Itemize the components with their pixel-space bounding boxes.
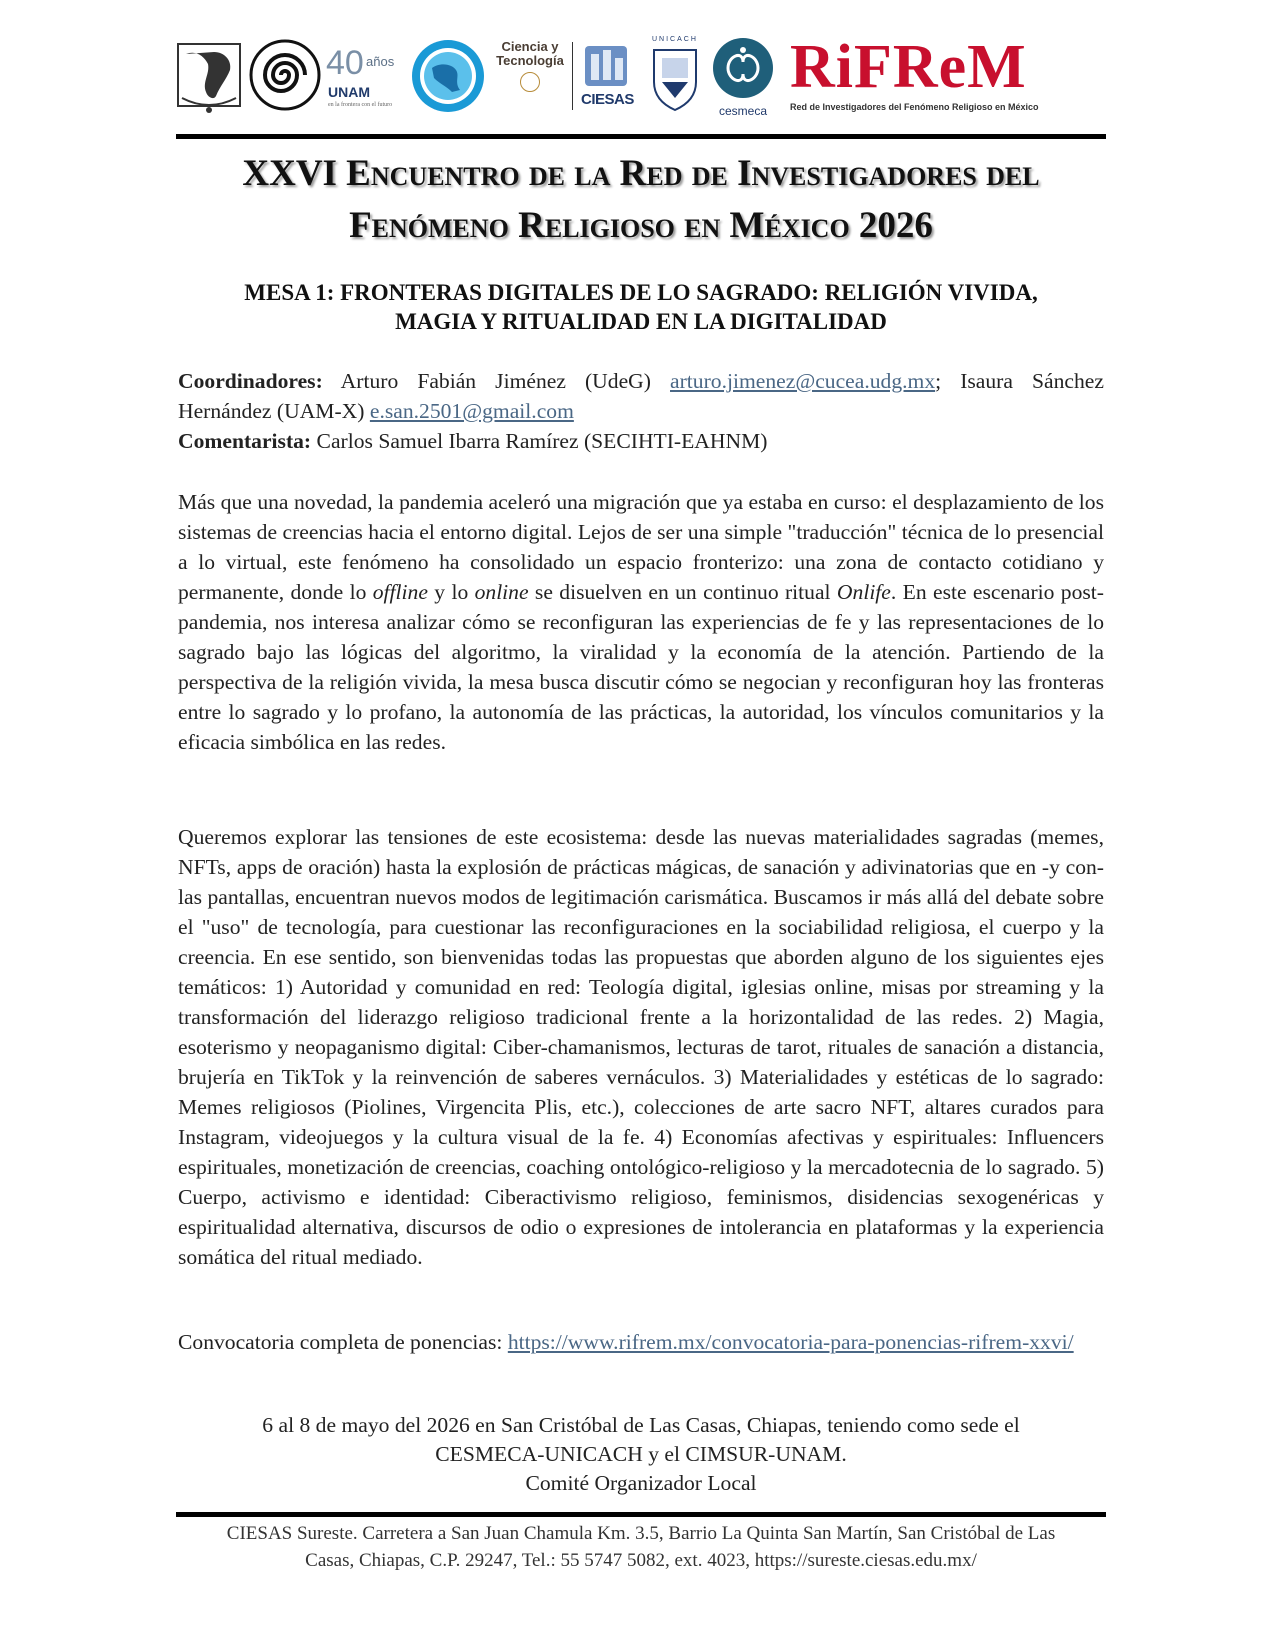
logo-separator — [572, 42, 573, 110]
footer — [176, 1520, 1106, 1574]
paragraph-1-part-d: . En este escenario post-pandemia, nos interesa analizar cómo se reconfiguran las experiencias de fe y las representaciones de lo sagrado bajo las lógicas del algoritmo, la viralidad y la economía de la atención. Partiendo de la perspectiva de la religión vivida, la mesa busca discutir cómo se negocian y reconfiguran hoy las fronteras entre lo sagrado y lo profano, la autonomía de las prácticas, la autoridad, los vínculos comunitarios y la eficacia simbólica en las redes. — [178, 580, 1104, 754]
paragraph-2: Queremos explorar las tensiones de este ecosistema: desde las nuevas materialidades sagradas (memes, NFTs, apps de oración) hasta la explosión de prácticas mágicas, de sanación y adivinatorias que en -y con- las pantallas, encuentran nuevos modos de legitimación carismática. Buscamos ir más allá del debate sobre el "uso" de tecnología, para cuestionar las reconfiguraciones en la sociabilidad religiosa, el cuerpo y la creencia. En ese sentido, son bienvenidas todas las propuestas que aborden alguno de los siguientes ejes temáticos: 1) Autoridad y comunidad en red: Teología digital, iglesias online, misas por streaming y la transformación del liderazgo religioso tradicional frente a la horizontalidad de las redes. 2) Magia, esoterismo y neopaganismo digital: Ciber-chamanismos, lecturas de tarot, rituales de sanación a distancia, brujería en TikTok y la reinvención de saberes vernáculos. 3) Materialidades y estéticas de lo sagrado: Memes religiosos (Piolines, Virgencita Plis, etc.), colecciones de arte sacro NFT, altares curados para Instagram, videojuegos y la cultura visual de la fe. 4) Economías afectivas y espirituales: Influencers espirituales, monetización de creencias, coaching ontológico-religioso y la mercadotecnia de lo sagrado. 5) Cuerpo, activismo e identidad: Ciberactivismo religioso, feminismos, disidencias sexogenéricas y espiritualidad alternativa, discursos de odio o expresiones de intolerancia en plataformas y la experiencia somática del ritual mediado. — [178, 825, 1104, 1269]
event-line-3: Comité Organizador Local — [525, 1471, 757, 1495]
bottom-divider — [176, 1512, 1106, 1517]
call-label: Convocatoria completa de ponencias: — [178, 1330, 503, 1354]
onlife-term: Onlife — [836, 580, 891, 604]
coordinator-separator: ; — [935, 369, 942, 393]
cesmeca-label: cesmeca — [718, 104, 768, 118]
title-line-2: Fenómeno Religioso en México 2026 — [349, 205, 933, 246]
coordinator-2: Isaura Sánchez Hernández (UAM-X) — [178, 369, 1104, 423]
unam-40-anos-text: años — [366, 54, 395, 69]
rifrem-subtitle: Red de Investigadores del Fenómeno Religioso en México — [790, 102, 1039, 112]
commentator-name: Carlos Samuel Ibarra Ramírez (SECIHTI-EAHNM) — [316, 429, 768, 453]
panel-title-line-1: MESA 1: FRONTERAS DIGITALES DE LO SAGRADO: RELIGIÓN VIVIDA, — [244, 280, 1038, 305]
event-info — [176, 1411, 1106, 1498]
title-line-1: XXVI Encuentro de la Red de Investigadores del — [242, 153, 1040, 194]
paragraph-1-part-c: se disuelven en un continuo ritual — [528, 580, 837, 604]
paragraph-1-part-a: Más que una novedad, la pandemia aceleró una migración que ya estaba en curso: el desplazamiento de los sistemas de creencias hacia el entorno digital. Lejos de ser una simple "traducción" técnica de lo presencial a lo virtual, este fenómeno ha consolidado un espacio fronterizo: una zona de contacto cotidiano y permanente, donde lo — [178, 490, 1104, 604]
top-divider — [176, 134, 1106, 139]
commentator-label: Comentarista: — [178, 429, 312, 453]
footer-line-1: CIESAS Sureste. Carretera a San Juan Chamula Km. 3.5, Barrio La Quinta San Martín, San Cristóbal de Las — [226, 1523, 1056, 1544]
rifrem-logo — [790, 33, 1106, 116]
event-line-2: CESMECA-UNICACH y el CIMSUR-UNAM. — [435, 1442, 847, 1466]
coordinators-block — [178, 366, 1104, 456]
coordinator-2-email-link[interactable]: e.san.2501@gmail.com — [369, 399, 574, 423]
event-line-1: 6 al 8 de mayo del 2026 en San Cristóbal de Las Casas, Chiapas, teniendo como sede el — [262, 1413, 1020, 1437]
maciebra-logo — [410, 38, 486, 114]
document-title — [176, 148, 1106, 252]
spiral-logo — [248, 38, 322, 112]
online-term: online — [474, 580, 529, 604]
commentator-line — [178, 426, 1104, 456]
ciesas-label: CIESAS — [581, 91, 634, 108]
unicach-label: UNICACH — [652, 36, 698, 43]
ciencia-tecnologia-text: Ciencia y Tecnología — [496, 39, 564, 68]
unicach-logo — [644, 36, 706, 114]
unam-tagline: en la frontera con el futuro — [328, 102, 393, 108]
rifrem-wordmark: RiFReM — [790, 33, 1027, 101]
cesmeca-logo — [708, 36, 778, 118]
coordinator-1-email-link[interactable]: arturo.jimenez@cucea.udg.mx — [670, 369, 936, 393]
logo-strip — [174, 33, 1104, 120]
unam-label: UNAM — [328, 84, 370, 100]
ciesas-logo — [579, 42, 633, 108]
unam-40-number: 40 — [326, 44, 364, 82]
paragraph-1 — [178, 487, 1104, 757]
ciencia-tecnologia-logo — [492, 40, 568, 112]
unam-shield-logo — [174, 40, 244, 116]
call-url-link[interactable]: https://www.rifrem.mx/convocatoria-para-ponencias-rifrem-xxvi/ — [507, 1330, 1074, 1354]
panel-title — [176, 278, 1106, 336]
unam-40-anos-logo — [326, 44, 406, 114]
offline-term: offline — [372, 580, 428, 604]
coordinators-label: Coordinadores: — [178, 369, 323, 393]
paragraph-1-part-b: y lo — [427, 580, 475, 604]
panel-title-line-2: MAGIA Y RITUALIDAD EN LA DIGITALIDAD — [395, 309, 887, 334]
seal-icon — [520, 72, 540, 92]
coordinator-1: Arturo Fabián Jiménez (UdeG) — [340, 369, 651, 393]
coordinators-line — [178, 366, 1104, 426]
call-for-papers — [178, 1327, 1104, 1357]
footer-line-2: Casas, Chiapas, C.P. 29247, Tel.: 55 5747 5082, ext. 4023, https://sureste.ciesas.edu.mx/ — [305, 1550, 977, 1571]
